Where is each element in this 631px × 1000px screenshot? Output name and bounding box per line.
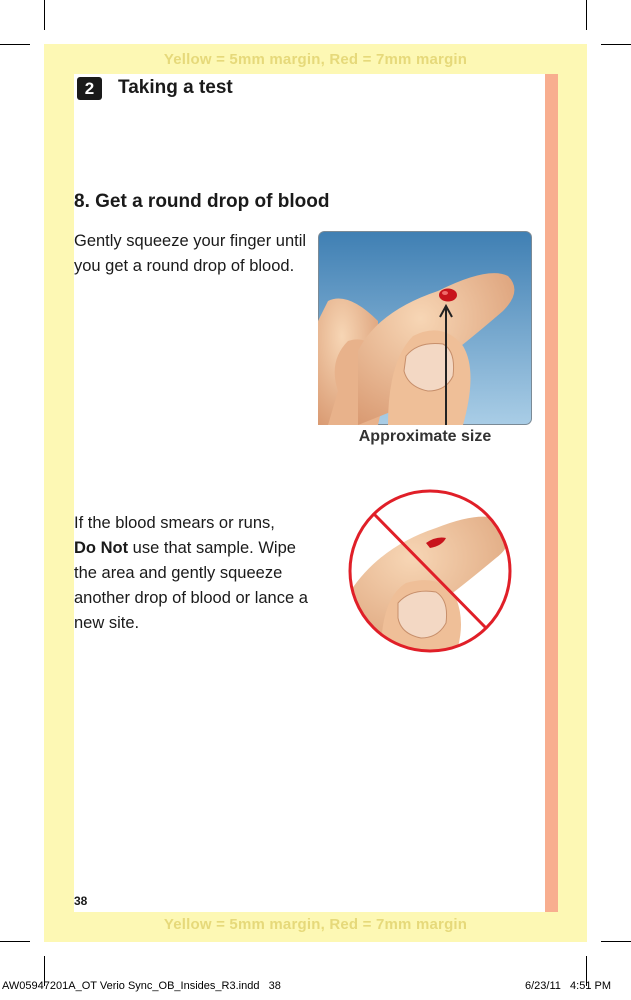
image-caption: Approximate size: [358, 428, 492, 445]
red-margin-strip: [545, 74, 558, 912]
crop-mark: [601, 941, 631, 942]
bottom-margin-note: Yellow = 5mm margin, Red = 7mm margin: [163, 916, 468, 933]
section-title: Taking a test: [118, 77, 233, 98]
warning-after: use that sample. Wipe the area and gently squeeze another drop of blood or lance a new site.: [74, 539, 308, 632]
top-margin-note: Yellow = 5mm margin, Red = 7mm margin: [163, 51, 468, 68]
step-title: 8. Get a round drop of blood: [74, 191, 330, 212]
no-smeared-drop-illustration: [346, 488, 514, 654]
finger-drop-illustration: [318, 231, 532, 425]
warning-before: If the blood smears or runs,: [74, 514, 275, 532]
crop-mark: [0, 44, 30, 45]
slug-file: AW05947201A_OT Verio Sync_OB_Insides_R3.indd 38: [2, 980, 281, 992]
crop-mark: [601, 44, 631, 45]
warning-emphasis: Do Not: [74, 539, 129, 557]
crop-mark: [0, 941, 30, 942]
section-number-badge: 2: [77, 77, 102, 100]
page-number: 38: [74, 894, 88, 908]
step-instruction: Gently squeeze your finger until you get a round drop of blood.: [74, 232, 307, 275]
crop-mark: [586, 0, 587, 30]
crop-mark: [44, 0, 45, 30]
slug-date: 6/23/11 4:51 PM: [525, 980, 612, 992]
warning-text: [74, 511, 319, 636]
